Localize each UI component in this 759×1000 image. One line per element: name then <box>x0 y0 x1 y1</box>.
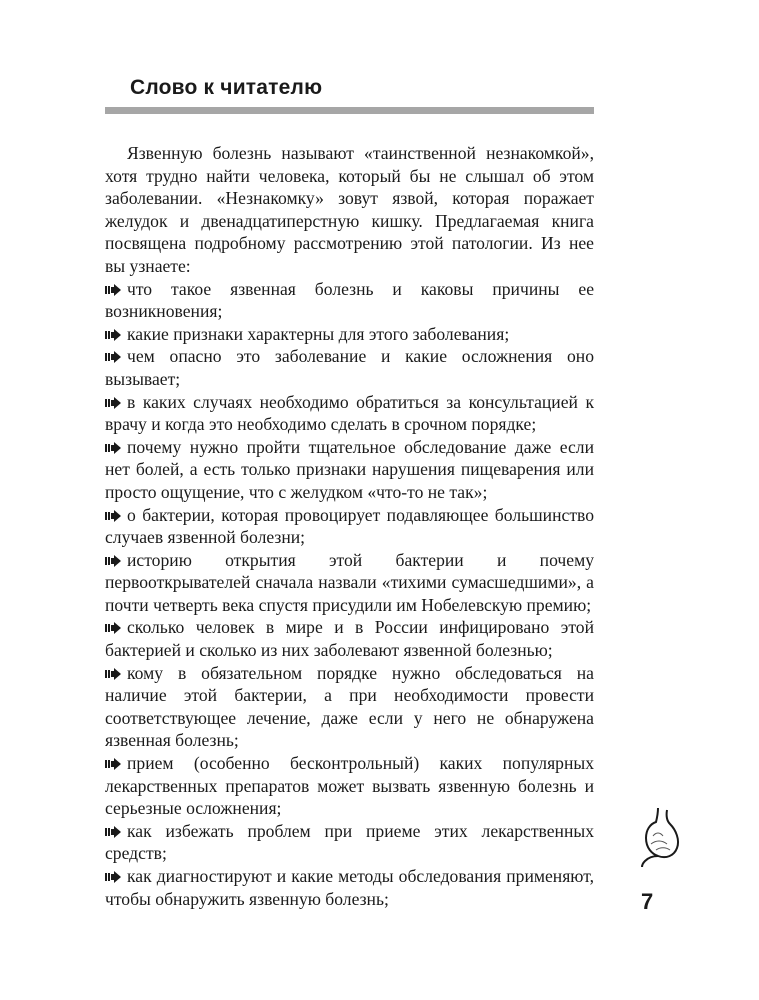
arrow-bullet-icon <box>105 442 121 454</box>
arrow-bullet-icon <box>105 510 121 522</box>
intro-paragraph: Язвенную болезнь называют «таинственной незнакомкой», хотя трудно найти человека, который бы не слышал об этом заболевании. «Незнакомку» зовут язвой, которая поражает желудок и двенадцатиперстную кишку. Предлагаемая книга посвящена подробному рассмотрению этой патологии. Из нее вы узнаете: <box>105 143 594 276</box>
arrow-bullet-icon <box>105 622 121 634</box>
list-item <box>105 436 594 504</box>
body-text <box>105 142 594 910</box>
list-item <box>105 345 594 390</box>
list-item <box>105 323 594 346</box>
chapter-title: Слово к читателю <box>130 76 323 99</box>
arrow-bullet-icon <box>105 758 121 770</box>
arrow-bullet-icon <box>105 555 121 567</box>
list-item <box>105 278 594 323</box>
arrow-bullet-icon <box>105 329 121 341</box>
list-item-text: какие признаки характерны для этого заболевания; <box>127 323 510 344</box>
list-item <box>105 752 594 820</box>
list-item <box>105 391 594 436</box>
page-number: 7 <box>641 889 654 914</box>
list-item-text: кому в обязательном порядке нужно обследоваться на наличие этой бактерии, а при необходимости провести соответствующее лечение, даже если у него не обнаружена язвенная болезнь; <box>105 662 594 751</box>
arrow-bullet-icon <box>105 397 121 409</box>
list-item-text: как диагностируют и какие методы обследования применяют, чтобы обнаружить язвенную болезнь; <box>105 866 594 909</box>
arrow-bullet-icon <box>105 668 121 680</box>
list-item <box>105 865 594 910</box>
list-item <box>105 549 594 617</box>
list-item <box>105 504 594 549</box>
heading-rule <box>105 107 594 114</box>
topic-list <box>105 278 594 911</box>
list-item <box>105 616 594 661</box>
list-item-text: почему нужно пройти тщательное обследование даже если нет болей, а есть только признаки нарушения пищеварения или просто ощущение, что с желудком «что-то не так»; <box>105 436 594 502</box>
list-item-text: о бактерии, которая провоцирует подавляющее большинство случаев язвенной болезни; <box>105 504 594 548</box>
list-item-text: что такое язвенная болезнь и каковы причины ее возникновения; <box>105 278 594 322</box>
arrow-bullet-icon <box>105 826 121 838</box>
list-item <box>105 820 594 865</box>
list-item-text: историю открытия этой бактерии и почему первооткрывателей сначала назвали «тихими сумасшедшими», а почти четверть века спустя присудили им Нобелевскую премию; <box>105 549 594 615</box>
arrow-bullet-icon <box>105 351 121 363</box>
list-item-text: в каких случаях необходимо обратиться за консультацией к врачу и когда это необходимо сделать в срочном порядке; <box>105 391 594 435</box>
arrow-bullet-icon <box>105 871 121 883</box>
list-item-text: как избежать проблем при приеме этих лекарственных средств; <box>105 820 594 864</box>
list-item <box>105 662 594 752</box>
list-item-text: прием (особенно бесконтрольный) каких популярных лекарственных препаратов может вызвать язвенную болезнь и серьезные осложнения; <box>105 753 594 819</box>
list-item-text: сколько человек в мире и в России инфицировано этой бактерией и сколько из них заболевают язвенной болезнью; <box>105 617 594 661</box>
list-item-text: чем опасно это заболевание и какие осложнения оно вызывает; <box>105 346 594 389</box>
stomach-icon <box>636 806 682 868</box>
arrow-bullet-icon <box>105 284 121 296</box>
